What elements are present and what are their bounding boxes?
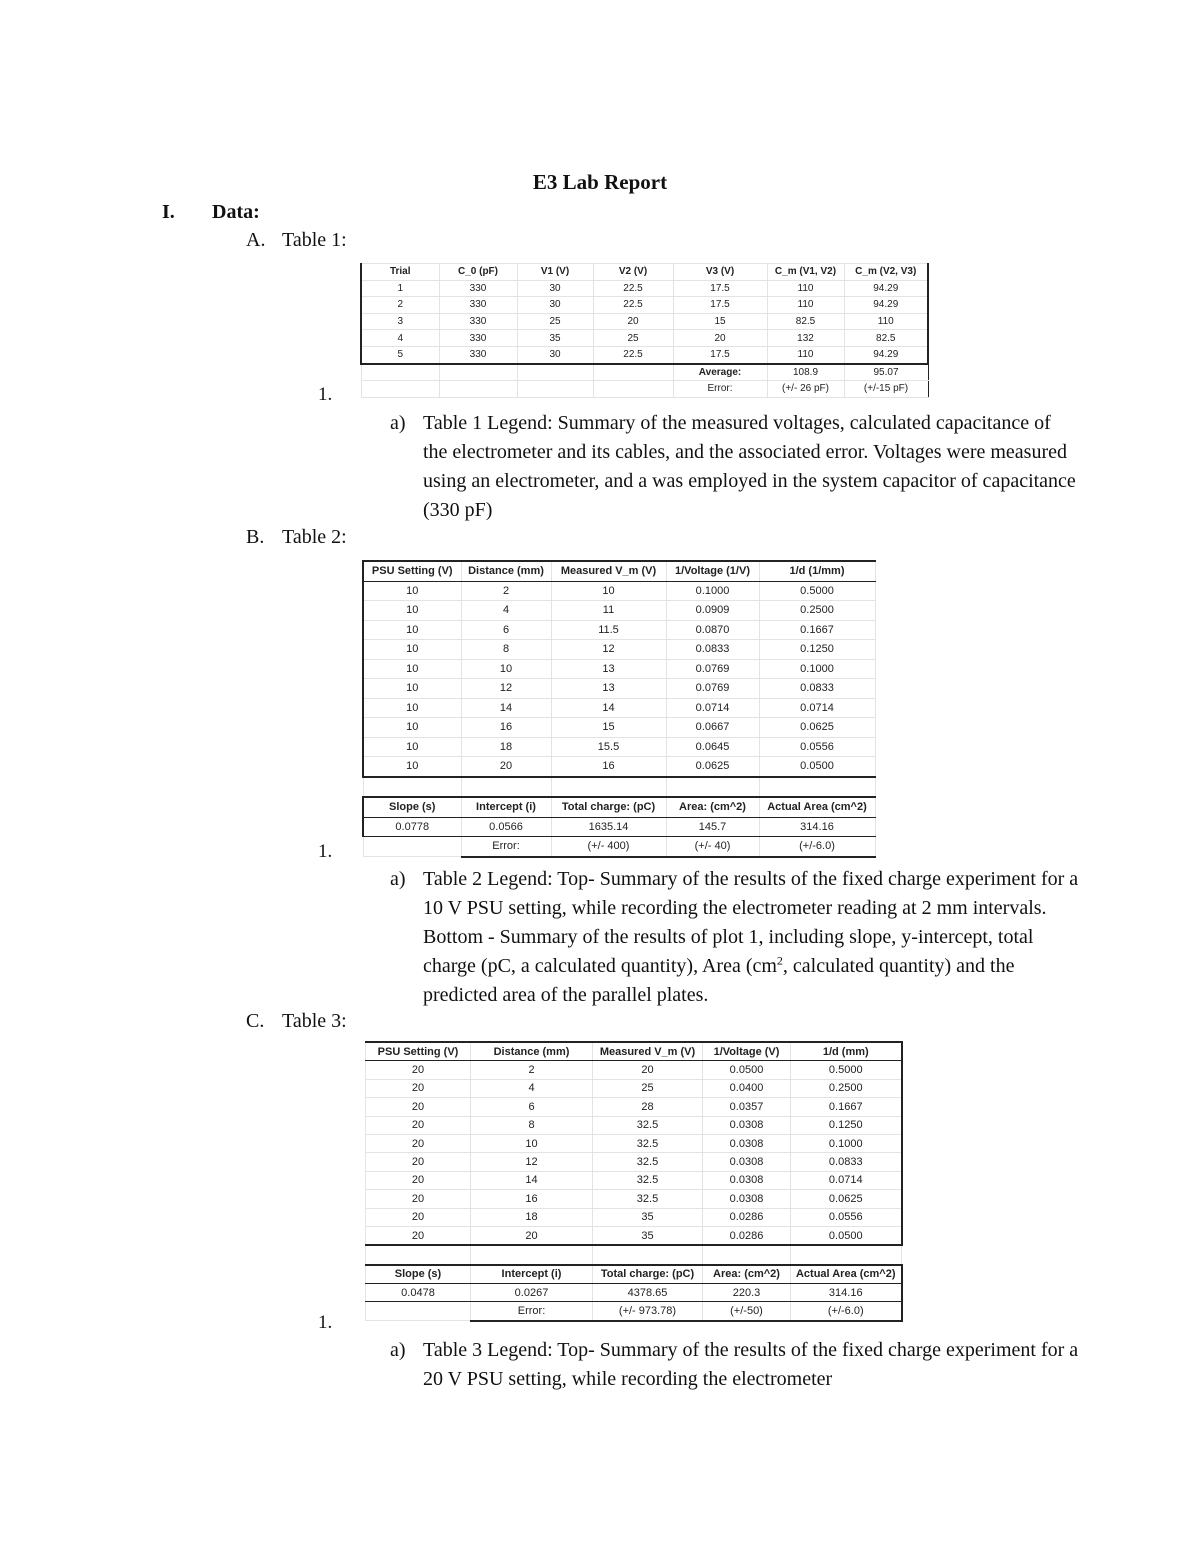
table-2-error-value: (+/- 40) [666, 837, 759, 857]
table-2 [362, 560, 876, 858]
table-row [366, 1061, 902, 1079]
table-2-header: 1/Voltage (1/V) [666, 561, 759, 581]
table-3-cell: 20 [366, 1208, 471, 1226]
table-3-cell: 0.0286 [703, 1208, 791, 1226]
table-2-cell: 0.1000 [759, 659, 875, 679]
table-2-cell: 18 [461, 737, 551, 757]
table-2-cell: 0.2500 [759, 601, 875, 621]
section-number: I. [162, 201, 175, 223]
table-1-cell: 22.5 [593, 280, 673, 297]
table-1-cell: 30 [517, 280, 593, 297]
table-3-cell: 20 [366, 1171, 471, 1189]
table-3-summary-value: 220.3 [703, 1284, 791, 1302]
table-2-spacer-row [363, 777, 875, 798]
table-1-error-label: Error: [673, 381, 767, 398]
table-2-cell: 10 [461, 659, 551, 679]
table-2-summary-value: 0.0566 [461, 817, 551, 837]
table-2-summary-value: 0.0778 [363, 817, 461, 837]
table-3-cell: 0.0556 [791, 1208, 902, 1226]
table-1-cell: 330 [439, 280, 517, 297]
table-1-cell: 110 [767, 280, 844, 297]
table-1-header: V3 (V) [673, 264, 767, 281]
table-row [366, 1134, 902, 1152]
table-row [366, 1116, 902, 1134]
table-3-cell: 20 [366, 1098, 471, 1116]
table-3-cell: 32.5 [593, 1134, 703, 1152]
table-2-cell: 4 [461, 601, 551, 621]
table-3-cell: 0.2500 [791, 1079, 902, 1097]
table-2-empty-cell [363, 777, 461, 798]
table-3-empty-cell [366, 1302, 471, 1321]
table-3-error-value: (+/- 973.78) [593, 1302, 703, 1321]
table-row [361, 297, 928, 314]
table-3-cell: 32.5 [593, 1116, 703, 1134]
table-1-cell: 17.5 [673, 346, 767, 363]
table-1-average-row [361, 364, 928, 381]
table-3-cell: 14 [471, 1171, 593, 1189]
table-3-cell: 8 [471, 1116, 593, 1134]
table-3-cell: 20 [471, 1226, 593, 1245]
table-row [361, 346, 928, 363]
table-2-cell: 0.0769 [666, 679, 759, 699]
table-3-cell: 0.0500 [791, 1226, 902, 1245]
table-3-cell: 0.0308 [703, 1134, 791, 1152]
table-3-summary-value: 0.0267 [471, 1284, 593, 1302]
table-3-cell: 20 [366, 1116, 471, 1134]
table-row [363, 581, 875, 601]
table-row [366, 1208, 902, 1226]
table-3-empty-cell [366, 1245, 471, 1264]
table-2-cell: 16 [461, 718, 551, 738]
table-2-cell: 0.0714 [666, 698, 759, 718]
table-1-header: V1 (V) [517, 264, 593, 281]
table-2-cell: 10 [363, 757, 461, 777]
legend-3 [390, 1336, 1080, 1394]
legend-2-text [423, 865, 1080, 1010]
table-2-error-row [363, 837, 875, 857]
table-2-cell: 0.0625 [666, 757, 759, 777]
table-3-cell: 0.1000 [791, 1134, 902, 1152]
table-row [363, 757, 875, 777]
list-number: 1. [318, 1312, 333, 1333]
table-1-header: Trial [361, 264, 439, 281]
table-1-cell: 82.5 [844, 330, 928, 347]
table-3-cell: 2 [471, 1061, 593, 1079]
table-1-cell: 2 [361, 297, 439, 314]
table-3-cell: 20 [366, 1134, 471, 1152]
table-1-empty-cell [361, 381, 439, 398]
table-2-summary-row [363, 817, 875, 837]
subsection-label-a: Table 1: [282, 229, 347, 251]
table-row [363, 718, 875, 738]
table-2-cell: 13 [551, 659, 666, 679]
table-3-summary-value: 314.16 [791, 1284, 902, 1302]
table-3-header: Measured V_m (V) [593, 1042, 703, 1061]
table-2-summary-header: Slope (s) [363, 797, 461, 817]
table-3-cell: 0.1667 [791, 1098, 902, 1116]
table-2-error-value: (+/-6.0) [759, 837, 875, 857]
table-2-cell: 16 [551, 757, 666, 777]
table-3-summary-header: Actual Area (cm^2) [791, 1265, 902, 1284]
table-3-cell: 0.0400 [703, 1079, 791, 1097]
table-3-cell: 20 [366, 1061, 471, 1079]
table-2-header: Measured V_m (V) [551, 561, 666, 581]
table-2-cell: 14 [551, 698, 666, 718]
subsection-letter-c: C. [246, 1010, 265, 1032]
table-3-cell: 32.5 [593, 1190, 703, 1208]
table-1 [360, 263, 929, 398]
table-3-spacer-row [366, 1245, 902, 1264]
table-2-cell: 12 [551, 640, 666, 660]
table-3-cell: 25 [593, 1079, 703, 1097]
table-2-empty-cell [363, 837, 461, 857]
table-row [366, 1153, 902, 1171]
table-3-cell: 0.5000 [791, 1061, 902, 1079]
table-2-cell: 20 [461, 757, 551, 777]
table-2-cell: 0.0625 [759, 718, 875, 738]
table-1-cell: 1 [361, 280, 439, 297]
table-1-empty-cell [439, 364, 517, 381]
table-2-cell: 15.5 [551, 737, 666, 757]
table-3-header: 1/d (mm) [791, 1042, 902, 1061]
table-1-cell: 20 [673, 330, 767, 347]
table-3-cell: 0.0714 [791, 1171, 902, 1189]
table-2-empty-cell [666, 777, 759, 798]
subsection-label-c: Table 3: [282, 1010, 347, 1032]
table-3-header: Distance (mm) [471, 1042, 593, 1061]
table-row [363, 659, 875, 679]
legend-1-text: Table 1 Legend: Summary of the measured voltages, calculated capacitance of the electrometer and its cables, and the associated error. Voltages were measured using an electrometer, and a was employed in the system capacitor of capacitance (330 pF) [423, 412, 1076, 521]
table-1-empty-cell [517, 364, 593, 381]
table-3-summary-value: 0.0478 [366, 1284, 471, 1302]
table-2-header: 1/d (1/mm) [759, 561, 875, 581]
table-3-summary-header: Total charge: (pC) [593, 1265, 703, 1284]
table-3-summary-header: Intercept (i) [471, 1265, 593, 1284]
table-2-cell: 0.0769 [666, 659, 759, 679]
table-3-error-label: Error: [471, 1302, 593, 1321]
table-3-cell: 32.5 [593, 1153, 703, 1171]
table-2-cell: 0.0714 [759, 698, 875, 718]
table-3-cell: 0.0286 [703, 1226, 791, 1245]
table-1-cell: 110 [767, 346, 844, 363]
table-3-cell: 0.0833 [791, 1153, 902, 1171]
legend-letter: a) [390, 1339, 406, 1361]
table-2-cell: 0.5000 [759, 581, 875, 601]
table-1-cell: 3 [361, 313, 439, 330]
list-number: 1. [318, 841, 333, 862]
table-3-cell: 35 [593, 1226, 703, 1245]
table-3-cell: 0.1250 [791, 1116, 902, 1134]
subsection-letter-b: B. [246, 526, 265, 548]
table-3-cell: 16 [471, 1190, 593, 1208]
table-2-cell: 8 [461, 640, 551, 660]
table-3-cell: 20 [366, 1226, 471, 1245]
table-1-cell: 110 [767, 297, 844, 314]
section-label: Data: [212, 201, 260, 223]
table-1-cell: 22.5 [593, 297, 673, 314]
table-2-cell: 10 [363, 659, 461, 679]
table-2-summary-value: 1635.14 [551, 817, 666, 837]
table-1-average-value: 108.9 [767, 364, 844, 381]
table-2-summary-value: 145.7 [666, 817, 759, 837]
table-3-cell: 0.0308 [703, 1153, 791, 1171]
table-row [361, 330, 928, 347]
table-row [361, 280, 928, 297]
table-3-cell: 35 [593, 1208, 703, 1226]
table-2-cell: 15 [551, 718, 666, 738]
table-row [363, 679, 875, 699]
table-2-cell: 10 [363, 718, 461, 738]
table-row [363, 698, 875, 718]
legend-2-superscript: 2 [776, 953, 783, 968]
table-3-error-row [366, 1302, 902, 1321]
legend-3-text: Table 3 Legend: Top- Summary of the results of the fixed charge experiment for a 20 V PSU setting, while recording the electrometer [423, 1339, 1079, 1390]
table-3-cell: 0.0308 [703, 1116, 791, 1134]
table-1-header: V2 (V) [593, 264, 673, 281]
table-1-cell: 4 [361, 330, 439, 347]
table-3-summary-header: Slope (s) [366, 1265, 471, 1284]
table-2-cell: 11 [551, 601, 666, 621]
table-1-empty-cell [593, 364, 673, 381]
table-2-empty-cell [461, 777, 551, 798]
table-3-header: PSU Setting (V) [366, 1042, 471, 1061]
table-row [366, 1190, 902, 1208]
table-2-cell: 0.0833 [759, 679, 875, 699]
table-1-cell: 330 [439, 346, 517, 363]
table-1-cell: 5 [361, 346, 439, 363]
table-1-cell: 30 [517, 346, 593, 363]
table-1-average-label: Average: [673, 364, 767, 381]
table-3-empty-cell [791, 1245, 902, 1264]
table-2-empty-cell [551, 777, 666, 798]
table-2-cell: 0.1250 [759, 640, 875, 660]
table-3-cell: 20 [593, 1061, 703, 1079]
table-2-cell: 0.0645 [666, 737, 759, 757]
table-1-empty-cell [439, 381, 517, 398]
table-2-summary-value: 314.16 [759, 817, 875, 837]
table-2-cell: 0.0667 [666, 718, 759, 738]
table-1-cell: 17.5 [673, 297, 767, 314]
table-1-cell: 35 [517, 330, 593, 347]
table-3-cell: 12 [471, 1153, 593, 1171]
legend-1 [390, 409, 1080, 525]
table-3-summary-row [366, 1284, 902, 1302]
table-3-error-value: (+/-6.0) [791, 1302, 902, 1321]
table-3-empty-cell [471, 1245, 593, 1264]
table-2-cell: 0.0500 [759, 757, 875, 777]
table-row [366, 1098, 902, 1116]
table-row [366, 1079, 902, 1097]
table-2-cell: 6 [461, 620, 551, 640]
table-1-error-value: (+/- 26 pF) [767, 381, 844, 398]
table-3-summary-value: 4378.65 [593, 1284, 703, 1302]
table-3-cell: 28 [593, 1098, 703, 1116]
table-3-error-value: (+/-50) [703, 1302, 791, 1321]
table-3-cell: 6 [471, 1098, 593, 1116]
table-row [363, 737, 875, 757]
table-2-cell: 0.1000 [666, 581, 759, 601]
table-row [363, 601, 875, 621]
table-2-header: PSU Setting (V) [363, 561, 461, 581]
table-1-header: C_m (V1, V2) [767, 264, 844, 281]
table-1-cell: 330 [439, 297, 517, 314]
table-1-empty-cell [517, 381, 593, 398]
table-3-cell: 18 [471, 1208, 593, 1226]
table-2-cell: 14 [461, 698, 551, 718]
table-3-cell: 4 [471, 1079, 593, 1097]
table-row [366, 1171, 902, 1189]
table-2-cell: 0.0833 [666, 640, 759, 660]
table-1-cell: 330 [439, 313, 517, 330]
table-1-average-value: 95.07 [844, 364, 928, 381]
table-2-cell: 12 [461, 679, 551, 699]
table-1-error-row [361, 381, 928, 398]
table-3-cell: 0.0357 [703, 1098, 791, 1116]
table-3-cell: 10 [471, 1134, 593, 1152]
table-3 [365, 1041, 903, 1322]
table-3-cell: 0.0625 [791, 1190, 902, 1208]
list-number: 1. [318, 384, 333, 405]
table-2-cell: 10 [363, 581, 461, 601]
table-2-empty-cell [759, 777, 875, 798]
table-3-cell: 0.0308 [703, 1190, 791, 1208]
table-2-header: Distance (mm) [461, 561, 551, 581]
table-3-header: 1/Voltage (V) [703, 1042, 791, 1061]
table-3-cell: 20 [366, 1190, 471, 1208]
table-2-summary-header: Intercept (i) [461, 797, 551, 817]
table-row [361, 313, 928, 330]
legend-2-text-b: , calculated quantity) and the predicted area of the parallel plates. [423, 955, 1015, 1006]
table-1-cell: 30 [517, 297, 593, 314]
table-1-empty-cell [361, 364, 439, 381]
table-1-cell: 132 [767, 330, 844, 347]
table-2-cell: 10 [363, 737, 461, 757]
table-2-error-value: (+/- 400) [551, 837, 666, 857]
legend-letter: a) [390, 412, 406, 434]
table-row [366, 1226, 902, 1245]
table-2-cell: 10 [551, 581, 666, 601]
table-3-cell: 32.5 [593, 1171, 703, 1189]
table-3-cell: 20 [366, 1153, 471, 1171]
table-2-cell: 13 [551, 679, 666, 699]
table-1-cell: 94.29 [844, 297, 928, 314]
table-1-header: C_0 (pF) [439, 264, 517, 281]
table-row [363, 620, 875, 640]
table-1-cell: 22.5 [593, 346, 673, 363]
table-3-summary-header: Area: (cm^2) [703, 1265, 791, 1284]
table-3-empty-cell [703, 1245, 791, 1264]
table-3-cell: 20 [366, 1079, 471, 1097]
table-2-cell: 2 [461, 581, 551, 601]
table-2-cell: 11.5 [551, 620, 666, 640]
table-1-cell: 17.5 [673, 280, 767, 297]
table-1-header: C_m (V2, V3) [844, 264, 928, 281]
table-2-cell: 10 [363, 640, 461, 660]
table-1-cell: 20 [593, 313, 673, 330]
table-2-summary-header: Area: (cm^2) [666, 797, 759, 817]
table-3-cell: 0.0308 [703, 1171, 791, 1189]
table-1-empty-cell [593, 381, 673, 398]
subsection-label-b: Table 2: [282, 526, 347, 548]
table-3-empty-cell [593, 1245, 703, 1264]
table-2-cell: 0.0870 [666, 620, 759, 640]
table-1-cell: 94.29 [844, 346, 928, 363]
table-2-summary-header: Total charge: (pC) [551, 797, 666, 817]
table-1-cell: 94.29 [844, 280, 928, 297]
table-1-cell: 82.5 [767, 313, 844, 330]
table-3-cell: 0.0500 [703, 1061, 791, 1079]
table-2-cell: 10 [363, 620, 461, 640]
table-1-cell: 15 [673, 313, 767, 330]
table-2-cell: 0.0556 [759, 737, 875, 757]
table-1-error-value: (+/-15 pF) [844, 381, 928, 398]
table-2-cell: 0.0909 [666, 601, 759, 621]
table-1-cell: 25 [593, 330, 673, 347]
legend-2-text-a: Table 2 Legend: Top- Summary of the results of the fixed charge experiment for a 10 V PSU setting, while recording the electrometer reading at 2 mm intervals. Bottom - Summary of the results of plot 1, including slope, y-intercept, total charge (pC, a calculated quantity), Area (cm [423, 868, 1079, 977]
subsection-letter-a: A. [246, 229, 266, 251]
legend-2 [390, 865, 1080, 1010]
table-1-cell: 110 [844, 313, 928, 330]
table-2-cell: 10 [363, 698, 461, 718]
table-2-cell: 0.1667 [759, 620, 875, 640]
table-2-summary-header: Actual Area (cm^2) [759, 797, 875, 817]
table-2-cell: 10 [363, 601, 461, 621]
table-row [363, 640, 875, 660]
table-1-cell: 330 [439, 330, 517, 347]
page-title: E3 Lab Report [532, 170, 668, 194]
legend-letter: a) [390, 868, 406, 890]
table-2-error-label: Error: [461, 837, 551, 857]
table-2-cell: 10 [363, 679, 461, 699]
table-1-cell: 25 [517, 313, 593, 330]
